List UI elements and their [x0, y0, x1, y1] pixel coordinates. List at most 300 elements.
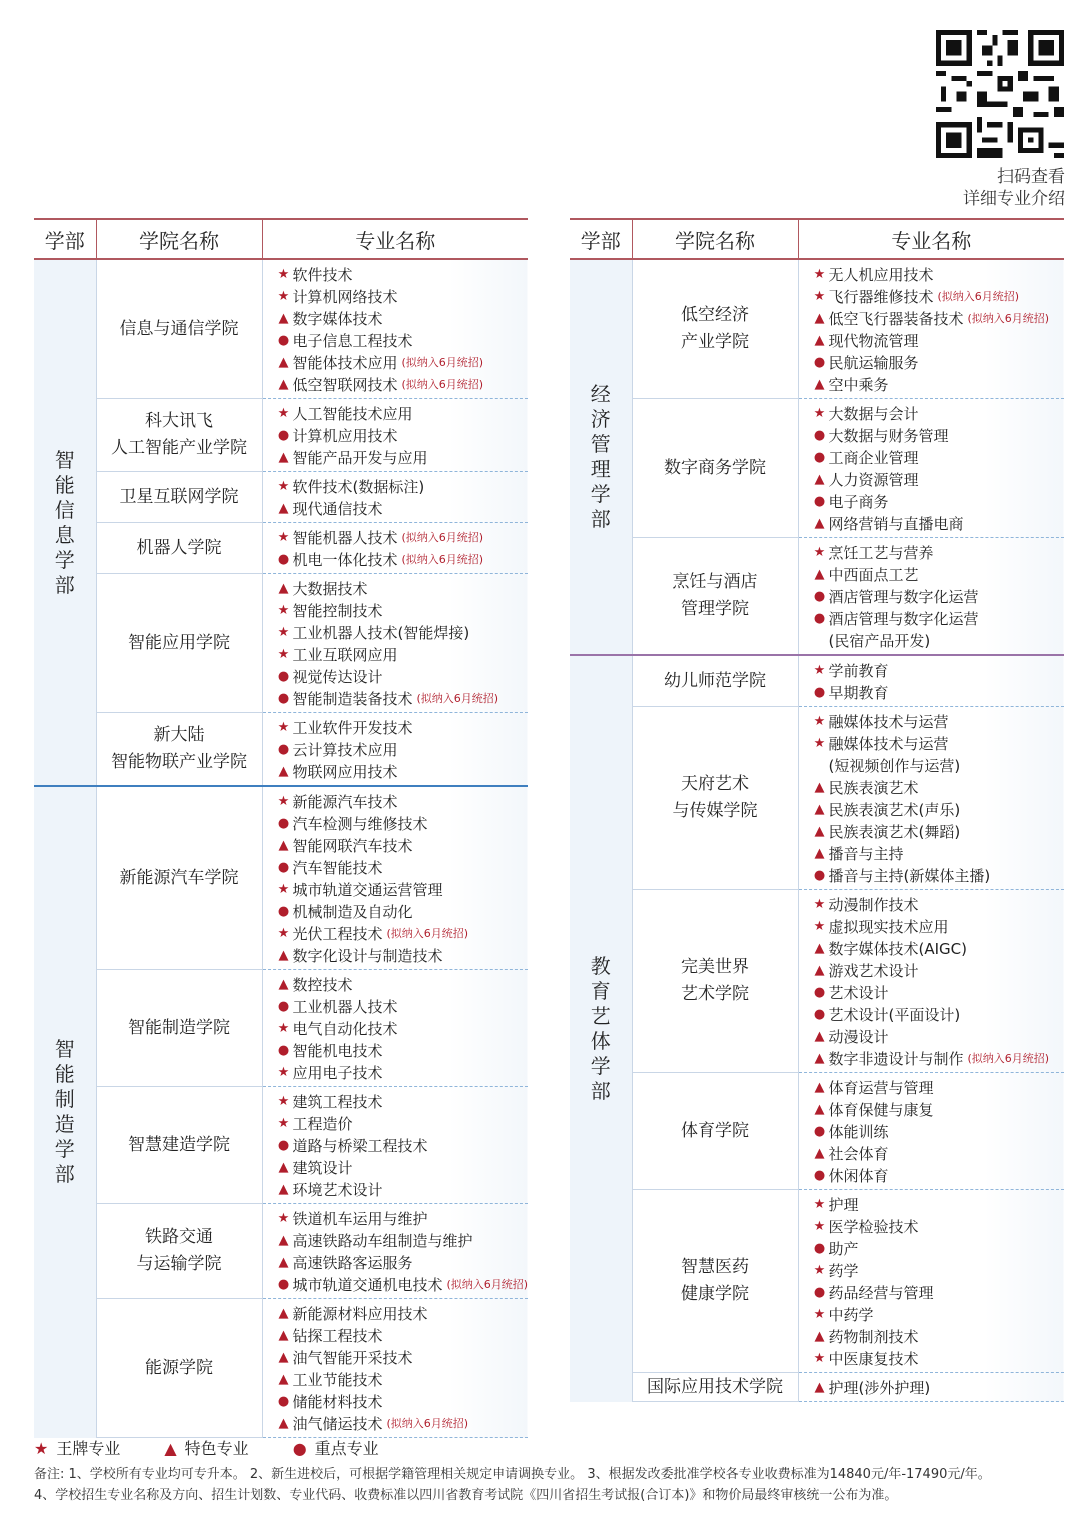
triangle-icon: ▲	[278, 1159, 289, 1175]
major-item	[811, 681, 1065, 703]
star-icon: ★	[277, 1020, 290, 1036]
college-row	[34, 1299, 528, 1438]
college-name: 完美世界 艺术学院	[632, 890, 798, 1073]
major-item	[811, 1164, 1065, 1186]
star-icon: ★	[277, 288, 290, 304]
major-name: 民族表演艺术	[828, 778, 919, 797]
major-name: 低空飞行器装备技术	[828, 309, 964, 328]
star-icon: ★	[277, 793, 290, 809]
circle-icon: ●	[813, 867, 826, 883]
major-list	[798, 890, 1064, 1073]
college-name: 铁路交通 与运输学院	[96, 1204, 262, 1299]
major-name: 计算机网络技术	[292, 287, 398, 306]
major-note: (拟纳入6月统招)	[401, 356, 484, 369]
major-name: 现代通信技术	[292, 499, 383, 518]
major-item	[811, 351, 1065, 373]
star-icon: ★	[277, 405, 290, 421]
star-icon: ★	[277, 646, 290, 662]
major-name: 药学	[828, 1261, 859, 1280]
triangle-icon: ▲	[278, 1232, 289, 1248]
triangle-icon: ▲	[278, 1327, 289, 1343]
major-name: 无人机应用技术	[828, 265, 934, 284]
star-icon: ★	[277, 529, 290, 545]
major-name: 播音与主持(新媒体主播)	[828, 866, 991, 885]
triangle-icon: ▲	[278, 354, 289, 370]
major-item	[275, 263, 529, 285]
major-name: 计算机应用技术	[292, 426, 398, 445]
major-name: 钻探工程技术	[292, 1326, 383, 1345]
college-row	[570, 890, 1064, 1073]
major-name: 环境艺术设计	[292, 1180, 383, 1199]
qr-caption	[930, 166, 1065, 210]
major-name: 数字非遗设计与制作	[828, 1049, 964, 1068]
major-item	[811, 424, 1065, 446]
major-item	[811, 446, 1065, 468]
major-note: (拟纳入6月统招)	[386, 1417, 469, 1430]
circle-icon: ●	[277, 1042, 290, 1058]
major-item	[811, 915, 1065, 937]
circle-icon: ●	[277, 1137, 290, 1153]
major-name: 机电一体化技术	[292, 550, 398, 569]
major-name: 软件技术(数据标注)	[292, 477, 425, 496]
major-name: 电气自动化技术	[292, 1019, 398, 1038]
major-item	[811, 798, 1065, 820]
major-name: 人力资源管理	[828, 470, 919, 489]
major-item	[811, 842, 1065, 864]
triangle-icon: ▲	[278, 947, 289, 963]
star-icon: ★	[813, 662, 826, 678]
major-name: 城市轨道交通机电技术	[292, 1275, 443, 1294]
major-item	[811, 732, 1065, 754]
major-item	[275, 944, 529, 966]
circle-icon: ●	[813, 354, 826, 370]
major-name: 城市轨道交通运营管理	[292, 880, 443, 899]
triangle-icon: ▲	[814, 1050, 825, 1066]
triangle-icon: ▲	[814, 1145, 825, 1161]
major-name: 汽车智能技术	[292, 858, 383, 877]
college-name: 卫星互联网学院	[96, 472, 262, 523]
major-note: (拟纳入6月统招)	[937, 290, 1020, 303]
major-item	[275, 1207, 529, 1229]
major-item	[811, 937, 1065, 959]
major-item	[275, 285, 529, 307]
major-name: 早期教育	[828, 683, 889, 702]
major-list	[262, 472, 528, 523]
major-item	[275, 1273, 529, 1295]
major-item	[811, 1215, 1065, 1237]
major-name: 光伏工程技术	[292, 924, 383, 943]
major-name: 酒店管理与数字化运营	[828, 609, 979, 628]
college-row	[570, 259, 1064, 399]
dept-cell	[570, 655, 632, 1402]
major-subname: (短视频创作与运营)	[828, 756, 961, 775]
college-name: 能源学院	[96, 1299, 262, 1438]
major-name: 工程造价	[292, 1114, 353, 1133]
circle-icon: ●	[277, 998, 290, 1014]
major-item	[811, 563, 1065, 585]
major-item	[275, 1368, 529, 1390]
major-note: (拟纳入6月统招)	[401, 378, 484, 391]
star-icon: ★	[277, 1115, 290, 1131]
major-name: 物联网应用技术	[292, 762, 398, 781]
major-item	[275, 1061, 529, 1083]
major-list	[798, 1190, 1064, 1373]
major-item	[275, 1346, 529, 1368]
major-name: 工业互联网应用	[292, 645, 398, 664]
major-note: (拟纳入6月统招)	[386, 927, 469, 940]
major-name: 智能产品开发与应用	[292, 448, 428, 467]
college-row	[34, 713, 528, 787]
major-list	[798, 1373, 1064, 1402]
major-list	[798, 259, 1064, 399]
major-name: 汽车检测与维修技术	[292, 814, 428, 833]
major-list	[262, 523, 528, 574]
college-name: 天府艺术 与传媒学院	[632, 707, 798, 890]
circle-icon: ●	[813, 984, 826, 1000]
major-item	[275, 1039, 529, 1061]
college-row	[570, 1190, 1064, 1373]
major-item	[275, 351, 529, 373]
major-item	[811, 1047, 1065, 1069]
dept-cell	[34, 259, 96, 786]
star-icon: ★	[813, 1350, 826, 1366]
college-name: 新能源汽车学院	[96, 786, 262, 970]
major-name: 医学检验技术	[828, 1217, 919, 1236]
major-name: 网络营销与直播电商	[828, 514, 964, 533]
circle-icon: ●	[277, 1276, 290, 1292]
major-item	[275, 878, 529, 900]
major-name: 中西面点工艺	[828, 565, 919, 584]
major-item	[811, 490, 1065, 512]
major-item	[275, 1251, 529, 1273]
major-item	[275, 760, 529, 782]
triangle-icon: ▲	[278, 1415, 289, 1431]
major-item	[275, 1017, 529, 1039]
major-name: 道路与桥梁工程技术	[292, 1136, 428, 1155]
major-item	[811, 1098, 1065, 1120]
major-item	[275, 446, 529, 468]
triangle-icon: ▲	[278, 500, 289, 516]
triangle-icon: ▲	[814, 962, 825, 978]
major-name: 软件技术	[292, 265, 353, 284]
major-name: 数控技术	[292, 975, 353, 994]
major-name: 工业机器人技术	[292, 997, 398, 1016]
circle-icon: ●	[277, 815, 290, 831]
legend-triangle	[164, 1436, 248, 1459]
major-item	[275, 1178, 529, 1200]
triangle-icon: ▲	[814, 332, 825, 348]
major-name: 大数据技术	[292, 579, 368, 598]
major-item	[811, 307, 1065, 329]
footnote	[34, 1464, 1074, 1506]
triangle-icon: ▲	[278, 1181, 289, 1197]
major-name: 数字媒体技术	[292, 309, 383, 328]
triangle-icon: ▲	[814, 376, 825, 392]
major-name: 药品经营与管理	[828, 1283, 934, 1302]
college-name: 机器人学院	[96, 523, 262, 574]
major-subname: (民宿产品开发)	[828, 631, 931, 650]
star-icon: ★	[277, 1210, 290, 1226]
triangle-icon: ▲	[814, 471, 825, 487]
legend	[34, 1436, 379, 1459]
major-item	[275, 812, 529, 834]
major-name: 电子信息工程技术	[292, 331, 413, 350]
major-item	[275, 1390, 529, 1412]
major-item	[275, 599, 529, 621]
circle-icon: ●	[813, 1167, 826, 1183]
major-item	[275, 1229, 529, 1251]
major-item	[811, 373, 1065, 395]
star-icon: ★	[277, 624, 290, 640]
major-item	[811, 1142, 1065, 1164]
star-icon: ★	[277, 1093, 290, 1109]
major-item	[275, 643, 529, 665]
major-name: 电子商务	[828, 492, 889, 511]
dept-name: 经济管理学部	[590, 382, 611, 531]
major-name: 新能源材料应用技术	[292, 1304, 428, 1323]
major-name: 工业机器人技术(智能焊接)	[292, 623, 470, 642]
triangle-icon: ▲	[278, 449, 289, 465]
major-name: 民航运输服务	[828, 353, 919, 372]
major-list	[262, 713, 528, 787]
major-item	[275, 526, 529, 548]
star-icon: ★	[277, 719, 290, 735]
college-row	[34, 1204, 528, 1299]
major-item	[811, 1347, 1065, 1369]
college-row	[34, 399, 528, 472]
major-item	[811, 959, 1065, 981]
college-row	[570, 538, 1064, 656]
major-item	[275, 402, 529, 424]
major-name: 高速铁路客运服务	[292, 1253, 413, 1272]
major-name: 低空智联网技术	[292, 375, 398, 394]
major-name: 中药学	[828, 1305, 874, 1324]
star-icon: ★	[277, 602, 290, 618]
major-list	[262, 1299, 528, 1438]
major-name: 工商企业管理	[828, 448, 919, 467]
circle-icon: ●	[277, 551, 290, 567]
qr-caption-line1: 扫码查看	[997, 167, 1065, 187]
major-item	[811, 1025, 1065, 1047]
circle-icon: ●	[277, 1393, 290, 1409]
major-item	[811, 1237, 1065, 1259]
major-note: (拟纳入6月统招)	[967, 312, 1050, 325]
major-item	[275, 307, 529, 329]
major-name: 护理	[828, 1195, 859, 1214]
major-name: 药物制剂技术	[828, 1327, 919, 1346]
star-icon: ★	[277, 925, 290, 941]
major-item	[811, 585, 1065, 607]
circle-icon: ●	[277, 903, 290, 919]
major-item	[811, 1325, 1065, 1347]
major-note: (拟纳入6月统招)	[967, 1052, 1050, 1065]
major-item	[811, 1281, 1065, 1303]
college-row	[34, 523, 528, 574]
star-icon: ★	[813, 1306, 826, 1322]
major-item	[275, 973, 529, 995]
major-name: 艺术设计(平面设计)	[828, 1005, 961, 1024]
triangle-icon: ▲	[278, 1349, 289, 1365]
college-name: 数字商务学院	[632, 399, 798, 538]
major-note: (拟纳入6月统招)	[401, 553, 484, 566]
college-name: 烹饪与酒店 管理学院	[632, 538, 798, 656]
college-row	[34, 574, 528, 713]
major-name: 高速铁路动车组制造与维护	[292, 1231, 473, 1250]
major-name: 储能材料技术	[292, 1392, 383, 1411]
triangle-icon: ▲	[278, 1254, 289, 1270]
star-icon: ★	[813, 896, 826, 912]
major-item	[811, 659, 1065, 681]
circle-icon: ●	[813, 684, 826, 700]
triangle-icon: ▲	[814, 823, 825, 839]
major-item	[275, 1302, 529, 1324]
major-name: 中医康复技术	[828, 1349, 919, 1368]
triangle-icon: ▲	[278, 837, 289, 853]
star-icon: ★	[277, 1064, 290, 1080]
major-name: 视觉传达设计	[292, 667, 383, 686]
legend-circle	[293, 1436, 379, 1459]
major-list	[262, 1087, 528, 1204]
circle-icon: ●	[277, 332, 290, 348]
triangle-icon: ▲	[278, 580, 289, 596]
major-name: 体育运营与管理	[828, 1078, 934, 1097]
major-item	[811, 263, 1065, 285]
major-name: 动漫设计	[828, 1027, 889, 1046]
star-icon: ★	[813, 1196, 826, 1212]
triangle-icon: ▲	[814, 940, 825, 956]
major-item	[811, 1003, 1065, 1025]
college-row	[34, 259, 528, 399]
college-name: 体育学院	[632, 1073, 798, 1190]
star-icon: ★	[813, 713, 826, 729]
circle-icon: ●	[813, 610, 826, 626]
major-item	[275, 475, 529, 497]
triangle-icon: ▲	[814, 1028, 825, 1044]
header-major: 专业名称	[262, 219, 528, 259]
major-item	[811, 541, 1065, 563]
triangle-icon: ▲	[164, 1439, 177, 1458]
major-name: 新能源汽车技术	[292, 792, 398, 811]
major-name: 建筑工程技术	[292, 1092, 383, 1111]
circle-icon: ●	[813, 1240, 826, 1256]
major-name: 智能体技术应用	[292, 353, 398, 372]
circle-icon: ●	[813, 1284, 826, 1300]
major-item	[275, 577, 529, 599]
header-dept: 学部	[570, 219, 632, 259]
major-list	[798, 538, 1064, 656]
circle-icon: ●	[277, 668, 290, 684]
college-name: 智能应用学院	[96, 574, 262, 713]
major-name: 虚拟现实技术应用	[828, 917, 949, 936]
major-item	[275, 373, 529, 395]
major-item	[275, 1090, 529, 1112]
major-list	[262, 574, 528, 713]
major-name: 空中乘务	[828, 375, 889, 394]
major-name: 体育保健与康复	[828, 1100, 934, 1119]
circle-icon: ●	[277, 690, 290, 706]
triangle-icon: ▲	[814, 1328, 825, 1344]
major-item	[275, 995, 529, 1017]
college-row	[570, 707, 1064, 890]
circle-icon: ●	[277, 427, 290, 443]
major-item	[811, 468, 1065, 490]
left-program-table	[34, 218, 528, 1438]
college-row	[570, 1373, 1064, 1402]
circle-icon: ●	[813, 493, 826, 509]
major-list	[798, 1073, 1064, 1190]
major-item	[811, 1193, 1065, 1215]
major-name: 铁道机车运用与维护	[292, 1209, 428, 1228]
circle-icon: ●	[813, 588, 826, 604]
triangle-icon: ▲	[814, 515, 825, 531]
major-name: 大数据与会计	[828, 404, 919, 423]
right-program-table	[570, 218, 1064, 1402]
major-name: 游戏艺术设计	[828, 961, 919, 980]
star-icon: ★	[277, 478, 290, 494]
major-item	[275, 790, 529, 812]
major-item	[811, 512, 1065, 534]
dept-name: 智能制造学部	[54, 1037, 75, 1187]
major-item	[275, 922, 529, 944]
major-name: 飞行器维修技术	[828, 287, 934, 306]
triangle-icon: ▲	[278, 763, 289, 779]
circle-icon: ●	[813, 427, 826, 443]
major-name: 工业软件开发技术	[292, 718, 413, 737]
major-item	[811, 1303, 1065, 1325]
triangle-icon: ▲	[278, 1305, 289, 1321]
major-item	[275, 548, 529, 570]
major-item	[275, 497, 529, 519]
major-name: 工业节能技术	[292, 1370, 383, 1389]
college-row	[34, 1087, 528, 1204]
major-name: 民族表演艺术(舞蹈)	[828, 822, 961, 841]
major-list	[262, 399, 528, 472]
header-college: 学院名称	[632, 219, 798, 259]
major-name: 播音与主持	[828, 844, 904, 863]
major-name: 机械制造及自动化	[292, 902, 413, 921]
major-name: 助产	[828, 1239, 859, 1258]
major-item	[275, 621, 529, 643]
college-name: 低空经济 产业学院	[632, 259, 798, 399]
major-item	[275, 856, 529, 878]
major-item	[811, 820, 1065, 842]
college-row	[34, 472, 528, 523]
major-list	[262, 786, 528, 970]
major-name: 智能网联汽车技术	[292, 836, 413, 855]
major-item	[275, 1412, 529, 1434]
circle-icon: ●	[277, 741, 290, 757]
star-icon: ★	[813, 1262, 826, 1278]
major-item	[275, 1156, 529, 1178]
legend-star-label: 王牌专业	[56, 1439, 121, 1458]
triangle-icon: ▲	[814, 566, 825, 582]
major-item	[275, 738, 529, 760]
major-name: 现代物流管理	[828, 331, 919, 350]
major-item	[811, 1376, 1065, 1398]
major-note: (拟纳入6月统招)	[416, 692, 499, 705]
star-icon: ★	[813, 544, 826, 560]
major-item	[811, 893, 1065, 915]
dept-name: 教育艺体学部	[590, 953, 611, 1103]
major-name: 酒店管理与数字化运营	[828, 587, 979, 606]
triangle-icon: ▲	[814, 1079, 825, 1095]
qr-code[interactable]	[936, 30, 1064, 158]
major-name: 建筑设计	[292, 1158, 353, 1177]
header-dept: 学部	[34, 219, 96, 259]
major-item	[275, 900, 529, 922]
major-name: 休闲体育	[828, 1166, 889, 1185]
major-item	[811, 1076, 1065, 1098]
